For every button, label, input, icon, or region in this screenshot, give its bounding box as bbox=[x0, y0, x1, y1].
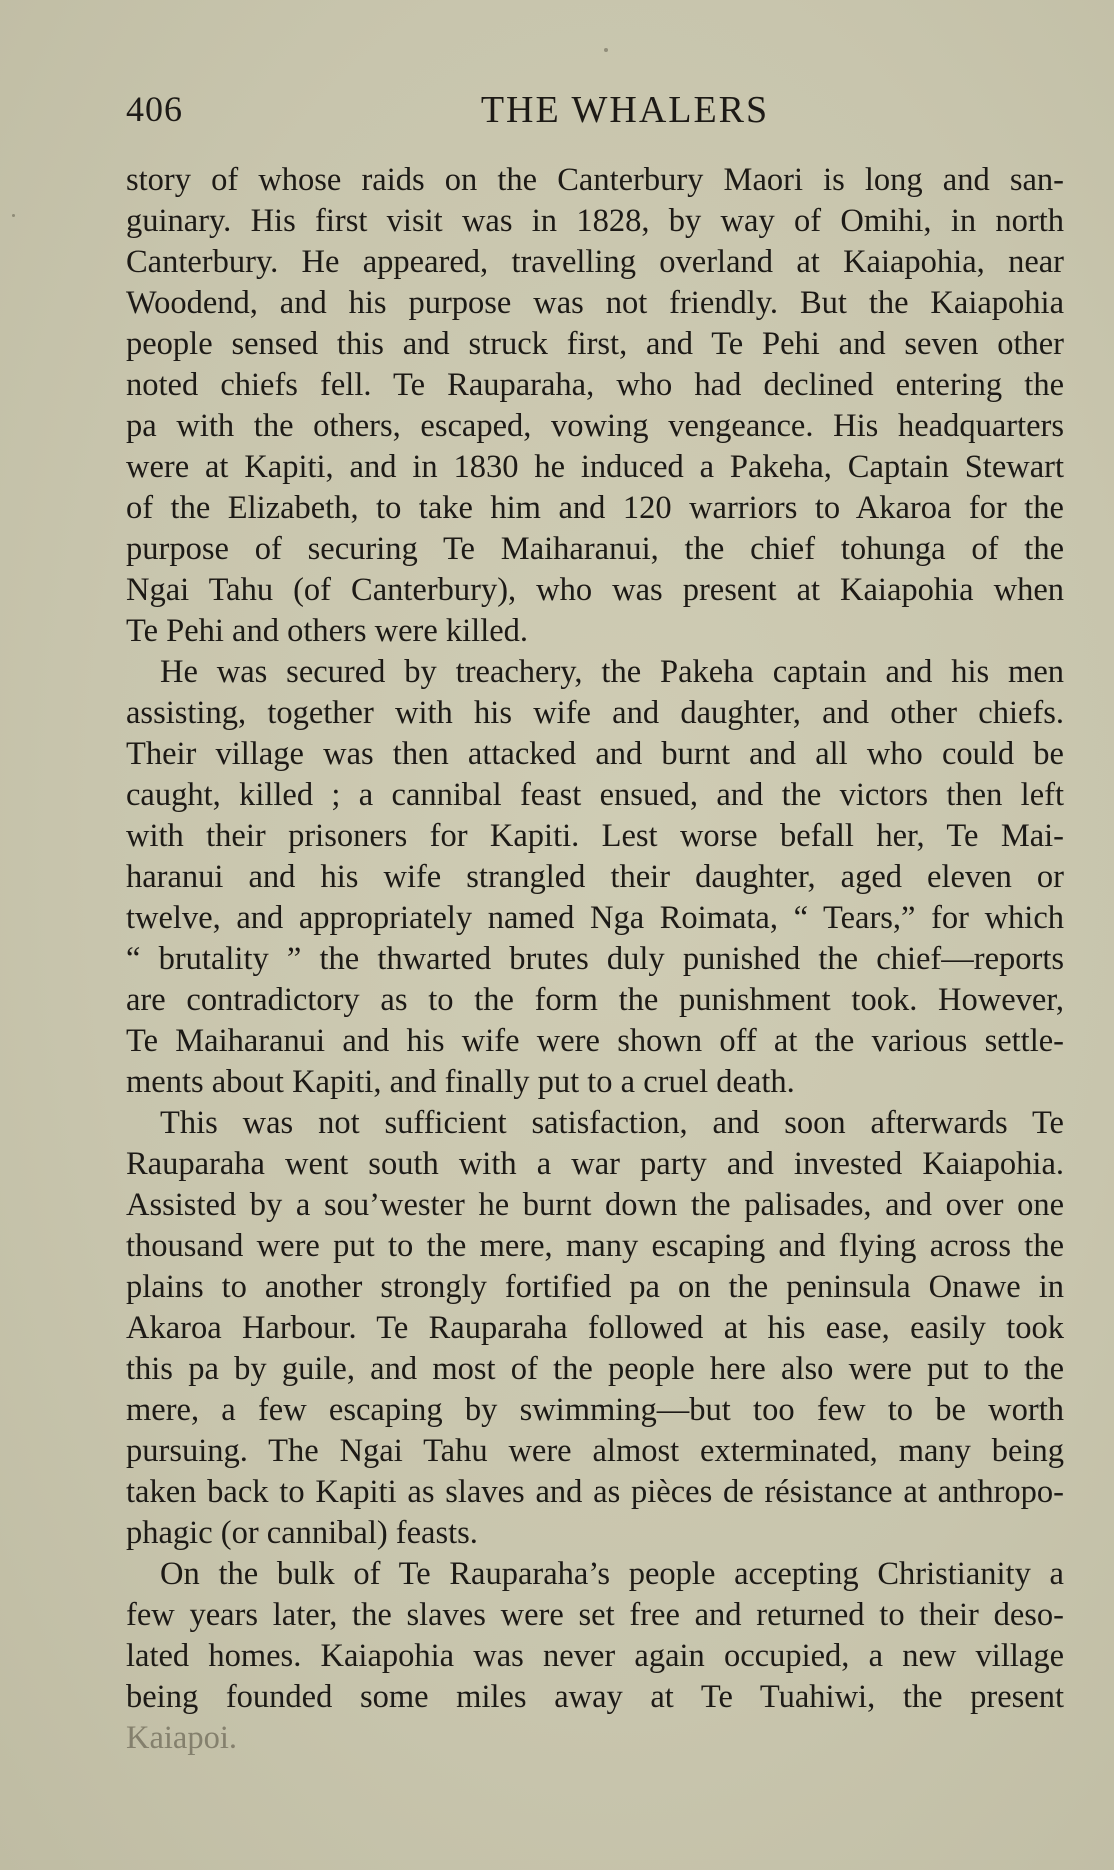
text-line: thousand were put to the mere, many escaping and flying across the bbox=[126, 1228, 1064, 1264]
text-line: Akaroa Harbour. Te Rauparaha followed at his ease, easily took bbox=[126, 1310, 1064, 1346]
text-line: assisting, together with his wife and daughter, and other chiefs. bbox=[126, 695, 1064, 731]
text-line: Assisted by a sou’wester he burnt down the palisades, and over one bbox=[126, 1187, 1064, 1223]
text-line: story of whose raids on the Canterbury Maori is long and san- bbox=[126, 162, 1064, 198]
text-line: On the bulk of Te Rauparaha’s people accepting Christianity a bbox=[160, 1556, 1064, 1592]
text-line: people sensed this and struck first, and Te Pehi and seven other bbox=[126, 326, 1064, 362]
text-line: ments about Kapiti, and finally put to a cruel death. bbox=[126, 1064, 795, 1100]
text-line: lated homes. Kaiapohia was never again occupied, a new village bbox=[126, 1638, 1064, 1674]
text-line: noted chiefs fell. Te Rauparaha, who had declined entering the bbox=[126, 367, 1064, 403]
text-line: haranui and his wife strangled their daughter, aged eleven or bbox=[126, 859, 1064, 895]
text-line: being founded some miles away at Te Tuahiwi, the present bbox=[126, 1679, 1064, 1715]
paper-speck bbox=[12, 214, 15, 217]
text-line: were at Kapiti, and in 1830 he induced a Pakeha, Captain Stewart bbox=[126, 449, 1064, 485]
text-line: Te Maiharanui and his wife were shown off at the various settle- bbox=[126, 1023, 1064, 1059]
text-line: Ngai Tahu (of Canterbury), who was present at Kaiapohia when bbox=[126, 572, 1064, 608]
text-line: Te Pehi and others were killed. bbox=[126, 613, 529, 649]
text-line: caught, killed ; a cannibal feast ensued, and the victors then left bbox=[126, 777, 1064, 813]
text-line: mere, a few escaping by swimming—but too few to be worth bbox=[126, 1392, 1064, 1428]
text-line: Their village was then attacked and burnt and all who could be bbox=[126, 736, 1064, 772]
text-line: taken back to Kapiti as slaves and as pièces de résistance at anthropo- bbox=[126, 1474, 1064, 1510]
text-line: “ brutality ” the thwarted brutes duly punished the chief—reports bbox=[126, 941, 1064, 977]
text-line: pursuing. The Ngai Tahu were almost exterminated, many being bbox=[126, 1433, 1064, 1469]
text-line: few years later, the slaves were set free and returned to their deso- bbox=[126, 1597, 1064, 1633]
body-text bbox=[126, 160, 1064, 1759]
text-line: are contradictory as to the form the punishment took. However, bbox=[126, 982, 1064, 1018]
text-line: Rauparaha went south with a war party and invested Kaiapohia. bbox=[126, 1146, 1064, 1182]
text-line: plains to another strongly fortified pa on the peninsula Onawe in bbox=[126, 1269, 1064, 1305]
text-line: purpose of securing Te Maiharanui, the chief tohunga of the bbox=[126, 531, 1064, 567]
text-line: this pa by guile, and most of the people here also were put to the bbox=[126, 1351, 1064, 1387]
text-line: Canterbury. He appeared, travelling overland at Kaiapohia, near bbox=[126, 244, 1064, 280]
text-line: This was not sufficient satisfaction, and soon afterwards Te bbox=[160, 1105, 1064, 1141]
text-line: twelve, and appropriately named Nga Roimata, “ Tears,” for which bbox=[126, 900, 1064, 936]
text-line: guinary. His first visit was in 1828, by way of Omihi, in north bbox=[126, 203, 1064, 239]
page-number: 406 bbox=[126, 89, 183, 129]
text-line: He was secured by treachery, the Pakeha captain and his men bbox=[160, 654, 1064, 690]
text-line: Woodend, and his purpose was not friendly. But the Kaiapohia bbox=[126, 285, 1064, 321]
text-line: of the Elizabeth, to take him and 120 warriors to Akaroa for the bbox=[126, 490, 1064, 526]
text-line: with their prisoners for Kapiti. Lest worse befall her, Te Mai- bbox=[126, 818, 1064, 854]
text-line: pa with the others, escaped, vowing vengeance. His headquarters bbox=[126, 408, 1064, 444]
page-header bbox=[126, 84, 1064, 132]
paper-speck bbox=[604, 48, 608, 52]
text-line: phagic (or cannibal) feasts. bbox=[126, 1515, 478, 1551]
text-line: Kaiapoi. bbox=[126, 1720, 238, 1756]
running-head: THE WHALERS bbox=[480, 89, 770, 131]
